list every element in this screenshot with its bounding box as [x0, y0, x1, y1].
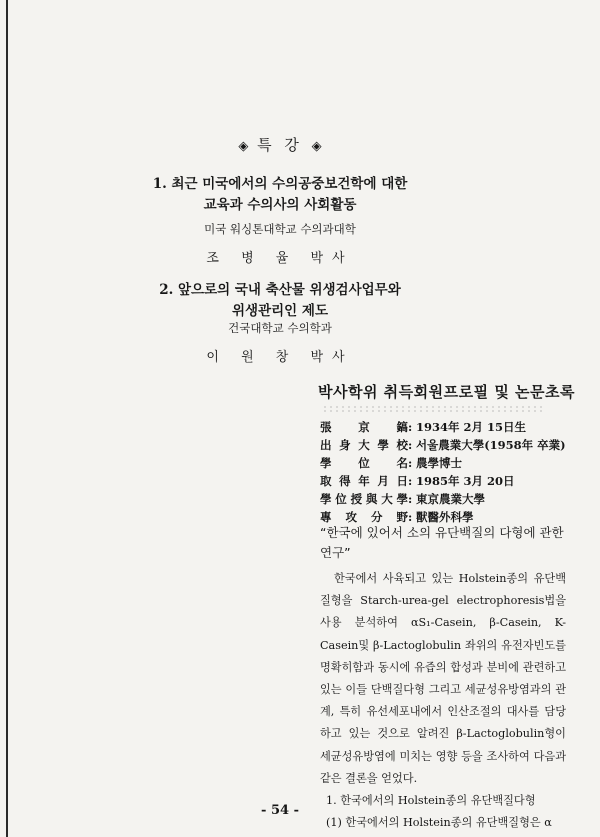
profile-separator: :	[408, 474, 413, 488]
abstract-item-2: (1) 한국에서의 Holstein종의 유단백질형은 α	[326, 816, 552, 830]
abstract-item-1: 1. 한국에서의 Holstein종의 유단백질다형	[326, 794, 536, 808]
diamond-left-icon: ◈	[238, 139, 249, 154]
profile-row	[320, 472, 566, 490]
diamond-right-icon: ◈	[311, 139, 322, 154]
lecture-2-speaker: 이 원 창 박사	[206, 350, 354, 365]
profile-separator: :	[408, 420, 413, 434]
page-edge	[6, 0, 8, 837]
lecture-1-affiliation: 미국 워싱톤대학교 수의과대학	[204, 222, 356, 236]
page-number: - 54 -	[261, 803, 299, 818]
profile-label: 出 身 大 學 校	[320, 438, 408, 452]
profile-table	[320, 418, 566, 526]
profile-separator: :	[408, 510, 413, 524]
profile-separator: :	[408, 492, 413, 506]
profile-label: 專 攻 分 野	[320, 510, 408, 524]
section-title-text: 특 강	[257, 136, 303, 154]
profile-label: 學 位 授 與 大 學	[320, 492, 408, 506]
profile-value: 東京農業大學	[416, 492, 485, 506]
profile-value: 農學博士	[416, 456, 462, 470]
scan-noise	[322, 405, 544, 413]
lecture-2-title: 2. 앞으로의 국내 축산물 위생검사업무와 위생관리인 제도	[159, 282, 401, 319]
profile-separator: :	[408, 456, 413, 470]
profile-label: 取 得 年 月 日	[320, 474, 408, 488]
profile-value: 1985年 3月 20日	[416, 474, 515, 488]
lecture-2-affiliation: 건국대학교 수의학과	[228, 321, 332, 335]
profile-row	[320, 490, 566, 508]
profile-heading: 박사학위 취득회원프로필 및 논문초록	[318, 383, 576, 401]
profile-label: 張 京 鎬	[320, 420, 408, 434]
profile-row	[320, 418, 566, 436]
profile-label: 學 位 名	[320, 456, 408, 470]
thesis-abstract	[320, 568, 566, 834]
lecture-1-title: 1. 최근 미국에서의 수의공중보건학에 대한 교육과 수의사의 사회활동	[152, 176, 408, 213]
profile-value: 獸醫外科學	[416, 510, 474, 524]
profile-separator: :	[408, 438, 413, 452]
profile-value: 서울農業大學(1958年 卒業)	[416, 438, 566, 452]
profile-row	[320, 436, 566, 454]
thesis-title: “한국에 있어서 소의 유단백질의 다형에 관한 연구”	[320, 525, 564, 560]
profile-value: 1934年 2月 15日生	[416, 420, 527, 434]
profile-row	[320, 454, 566, 472]
lecture-1-speaker: 조 병 율 박사	[206, 251, 354, 266]
abstract-paragraph: 한국에서 사육되고 있는 Holstein종의 유단백질형을 Starch-urea-gel electrophoresis법을 사용 분석하여 αS₁-Casein, β-Casein, K-Casein및 β-Lactoglobulin 좌위의 유전자빈도를 명확히함과 동시에 유즙의 합성과 분비에 관련하고있는 이들 단백질다형 그리고 세균성유방염과의 관계, 특히 유선세포내에서 인산조절의 대사를 담당하고 있는 것으로 알려진 β-Lactoglobulin형이 세균성유방염에 미치는 영향 등을 조사하여 다음과 같은 결론을 얻었다.	[320, 572, 566, 785]
section-title	[238, 134, 321, 155]
